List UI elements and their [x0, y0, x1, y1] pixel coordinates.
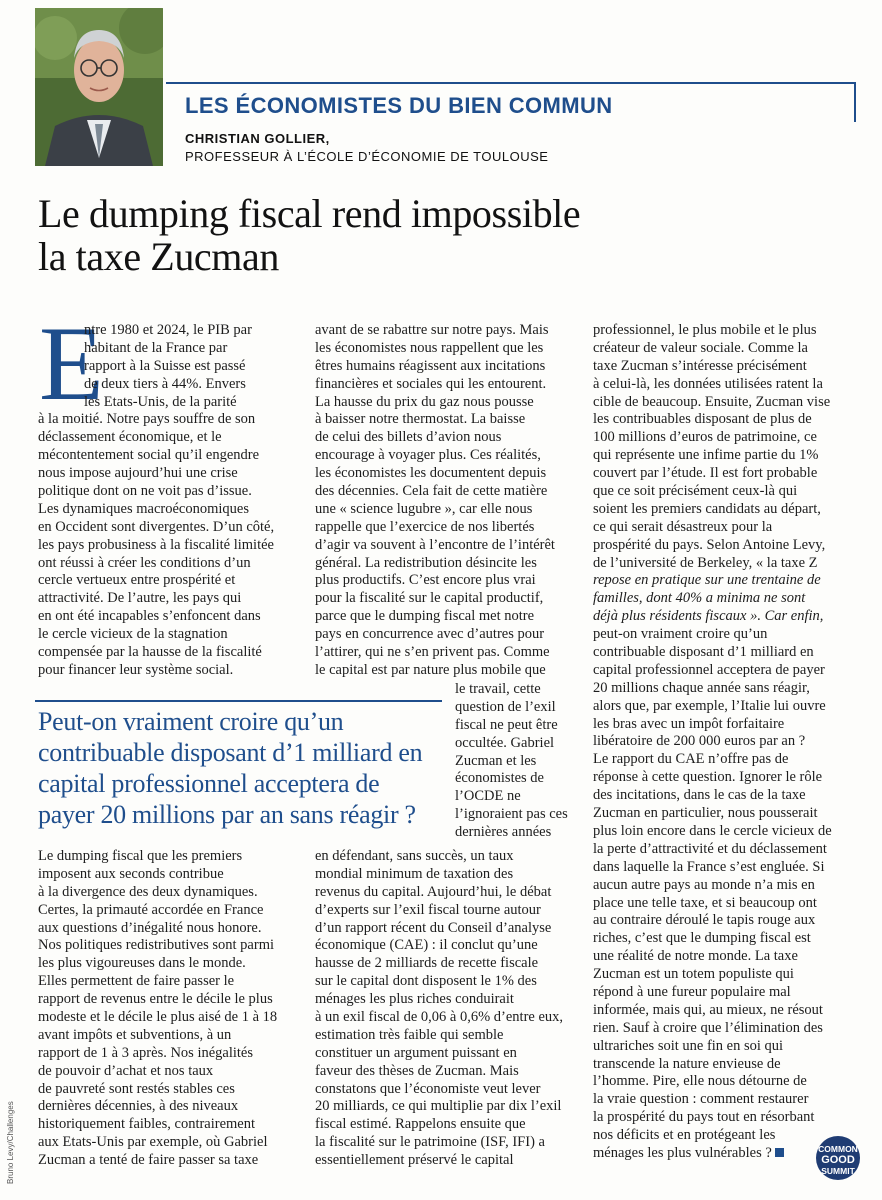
text-line: en ont été incapables s’enfoncent dans: [38, 608, 261, 625]
text-line: soient les premiers candidats au départ,: [593, 500, 821, 517]
text-line: rappelle que l’exercice de nos libertés: [315, 518, 535, 535]
text-line: à baisser notre thermostat. La baisse: [315, 411, 526, 428]
text-line: sur le capital dont disposent le 1% des: [315, 973, 537, 990]
text-line: les bras avec un impôt forfaitaire: [593, 715, 785, 732]
text-line: ménages les plus riches conduirait: [315, 991, 514, 1008]
common-good-summit-logo: [816, 1136, 860, 1180]
drop-cap: E: [39, 305, 104, 422]
text-line: Zucman en particulier, nous pousserait: [593, 805, 818, 822]
text-line: plus loin encore dans le cercle vicieux de: [593, 822, 832, 839]
text-line: La hausse du prix du gaz nous pousse: [315, 393, 534, 410]
text-line: d’un rapport récent du Conseil d’analyse: [315, 919, 552, 936]
text-line: modeste et le décile le plus aisé de 1 à 18: [38, 1009, 278, 1026]
text-line: à la divergence des deux dynamiques.: [38, 883, 258, 900]
text-line: avant impôts et subventions, à un: [38, 1026, 232, 1043]
section-title: LES ÉCONOMISTES DU BIEN COMMUN: [185, 93, 613, 118]
text-line: aux questions d’inégalité nous honore.: [38, 919, 262, 936]
text-line: dernières années: [455, 824, 552, 841]
text-line: faveur des thèses de Zucman. Mais: [315, 1062, 519, 1079]
text-line: professionnel, le plus mobile et le plus: [593, 322, 817, 338]
text-line: la vraie question : comment restaurer: [593, 1091, 809, 1108]
author-name: CHRISTIAN GOLLIER,: [185, 131, 330, 146]
text-line: mondial minimum de taxation des: [315, 865, 514, 882]
text-line: contribuable disposant d’1 milliard en: [593, 644, 814, 661]
text-line: encourage à voyager plus. Ces réalités,: [315, 447, 541, 464]
text-line: les Etats-Unis, de la parité: [84, 393, 237, 410]
text-line: êtres humains réagissent aux incitations: [315, 357, 546, 374]
text-line: en Occident sont divergentes. D’un côté,: [38, 518, 275, 535]
column-2-top: [315, 322, 585, 680]
text-line: déclassement économique, et le: [38, 429, 222, 446]
text-line: compensée par la hausse de la fiscalité: [38, 644, 262, 661]
column-2-narrow: [455, 681, 585, 842]
text-line: le cercle vicieux de la stagnation: [38, 626, 228, 643]
text-line: politique dont on ne voit pas d’issue.: [38, 483, 252, 500]
text-line: en défendant, sans succès, un taux: [315, 848, 514, 864]
pull-quote-rule: [35, 700, 442, 702]
text-line: à la moitié. Notre pays souffre de son: [38, 411, 256, 428]
text-line: constituer un argument puissant en: [315, 1044, 517, 1061]
text-line: libératoire de 200 000 euros par an ?: [593, 733, 806, 750]
text-line: capital professionnel acceptera de payer: [593, 661, 825, 678]
column-2-bottom: [315, 848, 585, 1170]
text-line: qui représente une infime partie du 1%: [593, 447, 819, 464]
text-line: les plus vigoureuses dans le monde.: [38, 955, 246, 972]
text-line: pour la fiscalité sur le capital productif,: [315, 590, 544, 607]
text-line: ultrariches soit une fin en soi qui: [593, 1037, 784, 1054]
column-1-bottom: [38, 848, 308, 1170]
pull-quote: [38, 706, 443, 830]
text-line: à un exil fiscal de 0,06 à 0,6% d’entre eux,: [315, 1009, 564, 1026]
text-line: financières et sociales qui les entourent.: [315, 375, 547, 392]
text-line: de celui des billets d’avion nous: [315, 429, 502, 446]
text-line: avant de se rabattre sur notre pays. Mais: [315, 322, 549, 338]
text-line: Zucman a tenté de faire passer sa taxe: [38, 1152, 259, 1169]
end-mark-icon: [775, 1148, 784, 1157]
text-line: mécontentement social qu’il engendre: [38, 447, 260, 464]
photo-credit: [6, 1064, 16, 1184]
text-line: imposent aux seconds contribue: [38, 865, 224, 882]
headline-line: la taxe Zucman: [38, 234, 279, 279]
text-line: d’experts sur l’exil fiscal tourne autour: [315, 901, 541, 918]
text-line: économistes de: [455, 770, 544, 787]
text-line: réponse à cette question. Ignorer le rôle: [593, 769, 823, 786]
text-line: fiscal estimé. Rappelons ensuite que: [315, 1116, 526, 1133]
text-line: répond à une fureur populaire mal: [593, 983, 791, 1000]
text-line: ont réussi à créer les conditions d’un: [38, 554, 251, 571]
text-line: Zucman et les: [455, 752, 537, 769]
column-3: [593, 322, 855, 1163]
text-line: estimation très faible qui semble: [315, 1026, 504, 1043]
text-line: une réalité de notre monde. La taxe: [593, 948, 798, 965]
text-line: plus productifs. C’est encore plus vrai: [315, 572, 536, 589]
text-line: la perte d’attractivité et du déclassement: [593, 840, 827, 857]
text-line: Elles permettent de faire passer le: [38, 973, 235, 990]
text-line: fiscal ne peut être: [455, 716, 558, 733]
text-line: d’agir va souvent à l’encontre de l’intérêt: [315, 536, 555, 553]
header-rule: [166, 82, 856, 84]
text-line: 20 milliards, ce qui multiplie par dix l’exil: [315, 1098, 562, 1115]
text-line: une « science lugubre », car elle nous: [315, 500, 533, 517]
text-line: les économistes nous rappellent que les: [315, 339, 544, 356]
headline: [38, 192, 838, 278]
text-line: revenus du capital. Aujourd’hui, le débat: [315, 883, 552, 900]
text-line: les économistes les documentent depuis: [315, 465, 547, 482]
text-line: Certes, la primauté accordée en France: [38, 901, 264, 918]
text-line: rien. Sauf à croire que l’élimination des: [593, 1019, 823, 1036]
text-line: ntre 1980 et 2024, le PIB par: [84, 322, 252, 338]
text-line: dans laquelle la France s’est engluée. Si: [593, 858, 825, 875]
text-line: 20 millions chaque année sans réagir,: [593, 679, 810, 696]
text-line: Les dynamiques macroéconomiques: [38, 500, 249, 517]
text-line: transcende la nature envieuse de: [593, 1055, 781, 1072]
pull-quote-line: contribuable disposant d’1 milliard en: [38, 738, 423, 767]
text-line: historiquement faibles, contrairement: [38, 1116, 256, 1133]
text-line: pour financer leur système social.: [38, 661, 234, 678]
text-line: l’OCDE ne: [455, 788, 521, 805]
text-line: créateur de valeur sociale. Comme la: [593, 339, 808, 356]
headline-line: Le dumping fiscal rend impossible: [38, 191, 581, 236]
text-line: de deux tiers à 44%. Envers: [84, 375, 246, 392]
text-line: Le rapport du CAE n’offre pas de: [593, 751, 789, 768]
text-line: essentiellement préservé le capital: [315, 1152, 514, 1169]
text-line: prospérité du pays. Selon Antoine Levy,: [593, 536, 826, 553]
text-line: dernières décennies, à des niveaux: [38, 1098, 239, 1115]
text-line: les pays probusiness à la fiscalité limitée: [38, 536, 274, 553]
text-line: aucun autre pays au monde n’a mis en: [593, 876, 815, 893]
text-line: taxe Zucman s’intéresse précisément: [593, 357, 807, 374]
text-line: cercle vertueux entre prospérité et: [38, 572, 236, 589]
text-line: la prospérité du pays tout en résorbant: [593, 1109, 815, 1126]
text-line: le capital est par nature plus mobile que: [315, 661, 546, 678]
text-line: déjà plus résidents fiscaux ». Car enfin,: [593, 608, 824, 625]
logo-line: COMMON: [818, 1144, 858, 1154]
logo-line: GOOD: [821, 1154, 855, 1166]
text-line: constatons que l’économiste veut lever: [315, 1080, 541, 1097]
text-line: de pauvreté sont restés stables ces: [38, 1080, 235, 1097]
text-line: l’ignoraient pas ces: [455, 806, 568, 823]
text-line: de pouvoir d’achat et nos taux: [38, 1062, 214, 1079]
text-line: attractivité. De l’autre, les pays qui: [38, 590, 242, 607]
header-rule-corner: [854, 82, 856, 122]
text-line: la fiscalité sur le patrimoine (ISF, IFI) a: [315, 1134, 545, 1151]
text-line: général. La redistribution désincite les: [315, 554, 537, 571]
text-line: ce qui serait désastreux pour la: [593, 518, 773, 535]
logo-line: SUMMIT: [821, 1166, 855, 1176]
text-line: repose en pratique sur une trentaine de: [593, 572, 821, 589]
author-photo: [35, 8, 163, 166]
text-line: alors que, par exemple, l’Italie lui ouvre: [593, 697, 826, 714]
text-line: nous impose aujourd’hui une crise: [38, 465, 238, 482]
text-line: aux Etats-Unis par exemple, où Gabriel: [38, 1134, 268, 1151]
text-line: que ce soit précisément ceux-là qui: [593, 483, 798, 500]
column-1-top: [38, 305, 308, 680]
text-line: Le dumping fiscal que les premiers: [38, 848, 243, 864]
photo-credit-text: Bruno Levy/Challenges: [6, 1101, 15, 1184]
text-line: peut-on vraiment croire qu’un: [593, 626, 768, 643]
text-line: question de l’exil: [455, 698, 556, 715]
text-line: de l’université de Berkeley, « la taxe Z: [593, 554, 818, 571]
text-line: place une telle taxe, et si beaucoup ont: [593, 894, 817, 911]
text-line: cible de beaucoup. Ensuite, Zucman vise: [593, 393, 831, 410]
text-line: à celui-là, les données utilisées ratent la: [593, 375, 823, 392]
text-line: économique (CAE) : il conclut qu’une: [315, 937, 538, 954]
pull-quote-line: payer 20 millions par an sans réagir ?: [38, 800, 416, 829]
text-line: familles, dont 40% a minima ne sont: [593, 590, 806, 607]
text-line: les contribuables disposant de plus de: [593, 411, 812, 428]
author-role: PROFESSEUR À L’ÉCOLE D’ÉCONOMIE DE TOULOUSE: [185, 149, 549, 164]
text-line: l’homme. Pire, elle nous détourne de: [593, 1073, 807, 1090]
text-line: des décennies. Cela fait de cette matière: [315, 483, 548, 500]
text-line: des incitations, dans le cas de la taxe: [593, 787, 806, 804]
text-line: nos déficits et en protégeant les: [593, 1127, 776, 1144]
text-line: rapport de 1 à 3 après. Nos inégalités: [38, 1044, 254, 1061]
text-line: informée, mais qui, au mieux, ne résout: [593, 1001, 823, 1018]
text-line: habitant de la France par: [84, 339, 228, 356]
text-line: Zucman est un totem populiste qui: [593, 966, 794, 983]
author-portrait-image: [35, 8, 163, 166]
text-line: 100 millions d’euros de patrimoine, ce: [593, 429, 817, 446]
text-line: au contraire déroulé le tapis rouge aux: [593, 912, 816, 929]
text-line: Nos politiques redistributives sont parmi: [38, 937, 275, 954]
text-line: rapport de revenus entre le décile le plus: [38, 991, 273, 1008]
pull-quote-line: Peut-on vraiment croire qu’un: [38, 707, 344, 736]
pull-quote-line: capital professionnel acceptera de: [38, 769, 380, 798]
text-line: le travail, cette: [455, 681, 541, 697]
text-line: riches, c’est que le dumping fiscal est: [593, 930, 811, 947]
text-line: hausse de 2 milliards de recette fiscale: [315, 955, 539, 972]
text-line: pays en concurrence avec d’autres pour: [315, 626, 545, 643]
text-line: occultée. Gabriel: [455, 734, 555, 751]
text-line: l’attirer, qui ne s’en privent pas. Comme: [315, 644, 550, 661]
text-line: rapport à la Suisse est passé: [84, 357, 246, 374]
text-line: couvert par l’étude. Il est fort probable: [593, 465, 818, 482]
text-line: parce que le dumping fiscal met notre: [315, 608, 535, 625]
text-line: ménages les plus vulnérables ?: [593, 1145, 855, 1163]
